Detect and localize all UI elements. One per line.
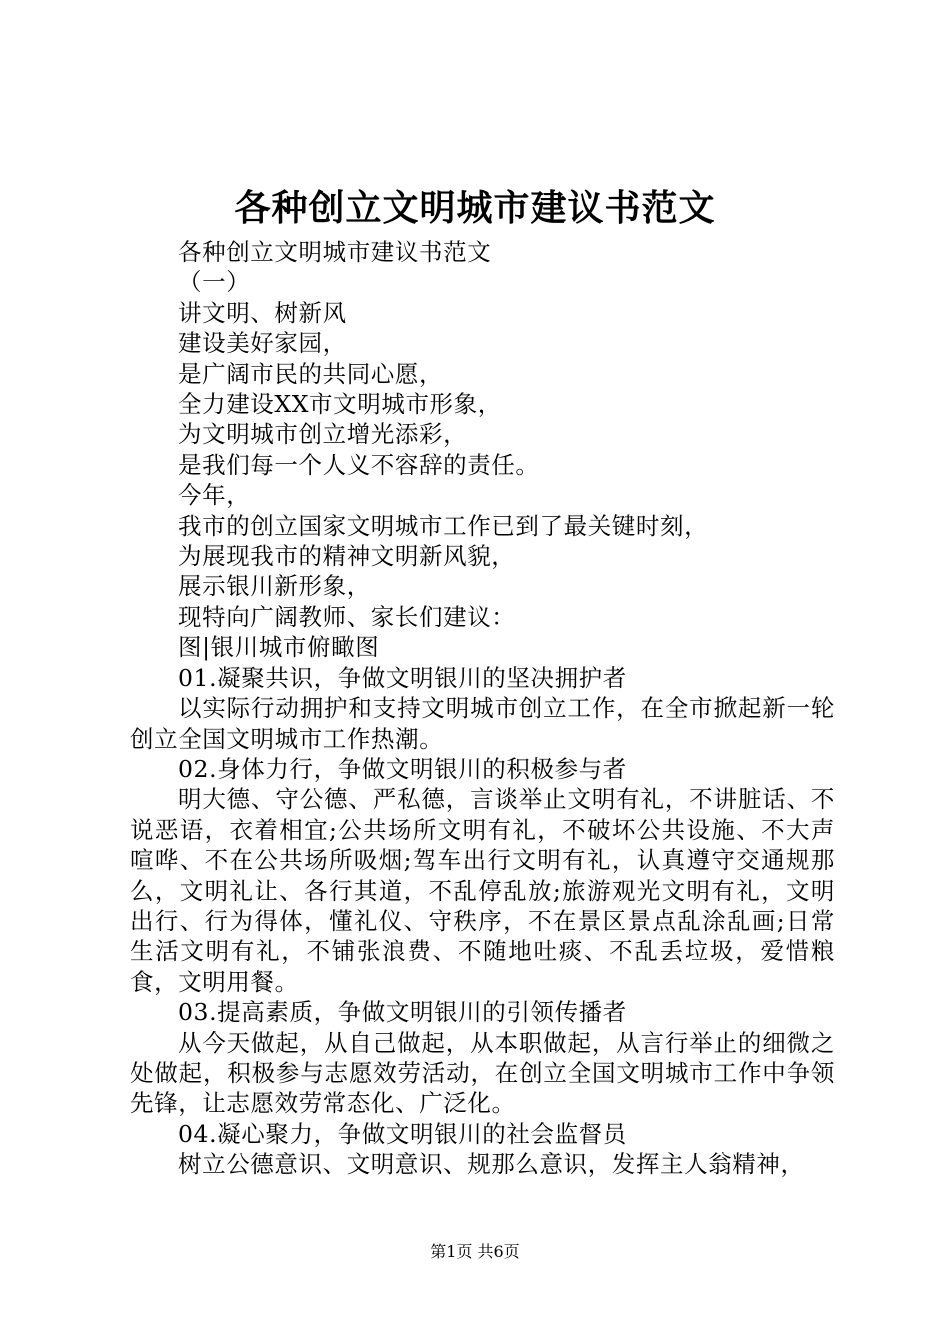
- body-line: 是我们每一个人义不容辞的责任。: [178, 450, 540, 479]
- section-heading: 02.身体力行，争做文明银川的积极参与者: [178, 754, 627, 783]
- body-line: 各种创立文明城市建议书范文: [178, 238, 492, 266]
- section-paragraph: 明大德、守公德、严私德，言谈举止文明有礼，不讲脏话、不说恶语，衣着相宜;公共场所文明有礼，不破坏公共设施、不大声喧哗、不在公共场所吸烟;驾车出行文明有礼，认真遵守交通规那么，文明礼让、各行其道，不乱停乱放;旅游观光文明有礼，文明出行、行为得体，懂礼仪、守秩序，不在景区景点乱涂乱画;日常生活文明有礼，不铺张浪费、不随地吐痰、不乱丢垃圾，爱惜粮食，文明用餐。: [130, 785, 835, 996]
- document-title: 各种创立文明城市建议书范文: [234, 187, 716, 229]
- section-paragraph: 以实际行动拥护和支持文明城市创立工作，在全市掀起新一轮创立全国文明城市工作热潮。: [130, 694, 835, 753]
- body-line: 建设美好家园，: [178, 329, 347, 358]
- document-body: [130, 237, 835, 1180]
- body-line: 全力建设XX市文明城市形象，: [178, 390, 502, 419]
- body-line: 为文明城市创立增光添彩，: [178, 420, 468, 449]
- section-heading: 04.凝心聚力，争做文明银川的社会监督员: [178, 1119, 627, 1148]
- body-line: 我市的创立国家文明城市工作已到了最关键时刻，: [178, 511, 709, 540]
- body-line: 展示银川新形象，: [178, 572, 371, 601]
- body-line: 现特向广阔教师、家长们建议：: [178, 602, 516, 631]
- body-line: 为展现我市的精神文明新风貌，: [178, 542, 516, 571]
- section-paragraph: 从今天做起，从自己做起，从本职做起，从言行举止的细微之处做起，积极参与志愿效劳活动，在创立全国文明城市工作中争领先锋，让志愿效劳常态化、广泛化。: [130, 1028, 835, 1118]
- section-heading: 01.凝聚共识，争做文明银川的坚决拥护者: [178, 663, 627, 692]
- page-number-footer: 第1页 共6页: [430, 1242, 520, 1261]
- section-paragraph: 树立公德意识、文明意识、规那么意识，发挥主人翁精神，: [178, 1150, 805, 1179]
- body-line: 讲文明、树新风: [178, 298, 347, 327]
- body-line: 是广阔市民的共同心愿，: [178, 359, 444, 388]
- body-line: 今年，: [178, 481, 251, 510]
- body-line: （一）: [178, 268, 251, 297]
- section-heading: 03.提高素质，争做文明银川的引领传播者: [178, 998, 627, 1027]
- image-caption: 图|银川城市俯瞰图: [178, 633, 380, 662]
